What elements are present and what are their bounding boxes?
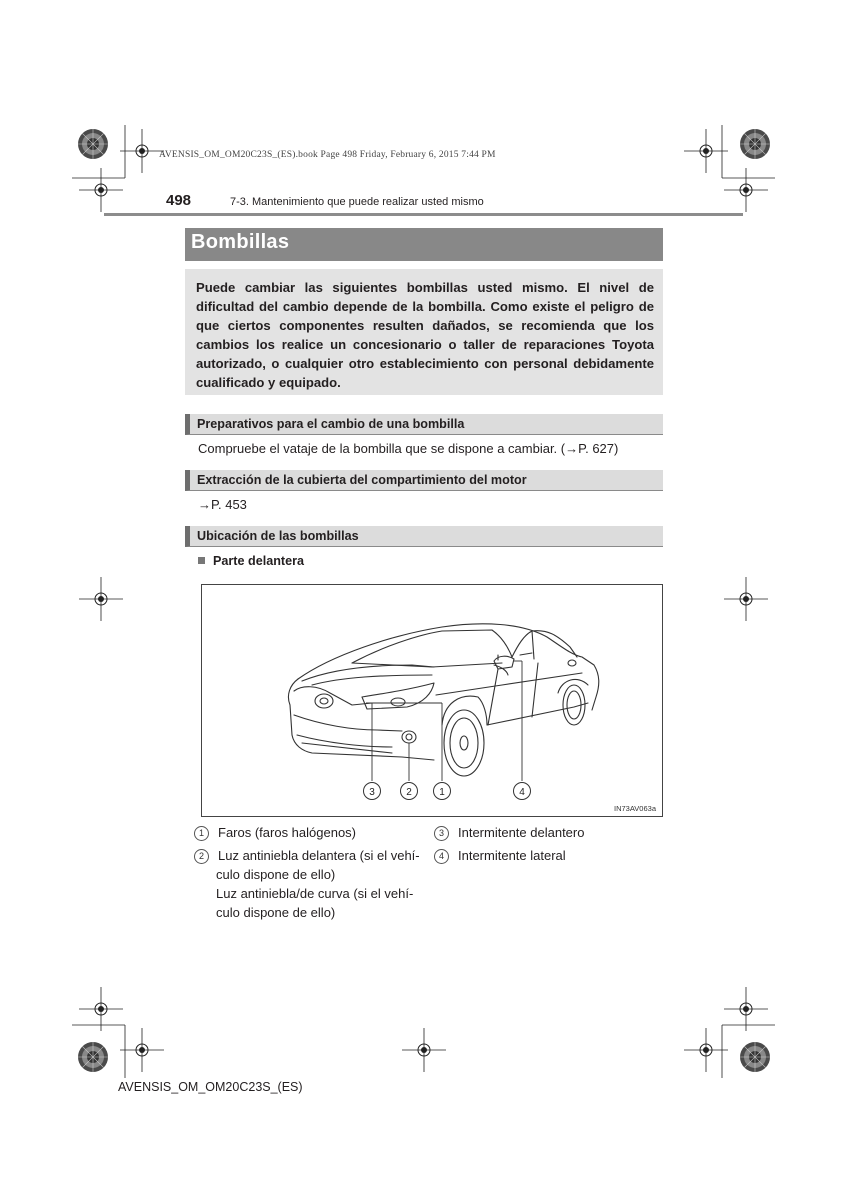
legend-number: 3 xyxy=(434,826,449,841)
callout-3: 3 xyxy=(369,787,375,798)
legend-number: 2 xyxy=(194,849,209,864)
callout-1: 1 xyxy=(439,787,445,798)
legend-item-2-line-4: culo dispone de ello) xyxy=(216,905,336,920)
legend-number: 4 xyxy=(434,849,449,864)
section-heading-preparation: Preparativos para el cambio de una bombilla xyxy=(185,414,663,435)
intro-box xyxy=(185,269,663,395)
footer-book-code: AVENSIS_OM_OM20C23S_(ES) xyxy=(118,1080,303,1094)
section-heading-bulb-location: Ubicación de las bombillas xyxy=(185,526,663,547)
section-heading-engine-cover: Extracción de la cubierta del compartimiento del motor xyxy=(185,470,663,491)
section-path: 7-3. Mantenimiento que puede realizar usted mismo xyxy=(230,196,484,208)
legend-item-4: 4 Intermitente lateral xyxy=(434,846,566,865)
car-illustration xyxy=(202,585,662,816)
legend-item-2: 2 Luz antiniebla delantera (si el vehí- xyxy=(194,846,420,865)
callout-4: 4 xyxy=(519,787,525,798)
title-bar xyxy=(185,228,663,261)
callout-2: 2 xyxy=(406,787,412,798)
legend-number: 1 xyxy=(194,826,209,841)
section-link-engine-cover[interactable]: →P. 453 xyxy=(198,497,247,512)
header-rule xyxy=(104,213,743,216)
figure-code: IN73AV063a xyxy=(614,804,656,813)
car-figure xyxy=(201,584,663,817)
legend-item-2-line-3: Luz antiniebla/de curva (si el vehí- xyxy=(216,886,414,901)
page-title: Bombillas xyxy=(191,231,290,253)
intro-text: Puede cambiar las siguientes bombillas usted mismo. El nivel de dificultad del cambio depende de la bombilla. Como existe el peligro de que ciertos componentes resulten dañados, se recomienda que los cambios los realice un concesionario o taller de reparaciones Toyota autorizado, o cualquier otro establecimiento con personal debidamente cualificado y equipado. xyxy=(196,280,654,391)
front-subheading: Parte delantera xyxy=(198,554,304,568)
legend-item-1: 1 Faros (faros halógenos) xyxy=(194,823,356,842)
legend-item-2-line-2: culo dispone de ello) xyxy=(216,867,336,882)
page-number: 498 xyxy=(166,192,192,209)
legend-item-3: 3 Intermitente delantero xyxy=(434,823,584,842)
print-info: AVENSIS_OM_OM20C23S_(ES).book Page 498 Friday, February 6, 2015 7:44 PM xyxy=(159,150,496,160)
section-text-preparation: Compruebe el vataje de la bombilla que se dispone a cambiar. (→P. 627) xyxy=(198,441,619,456)
square-bullet-icon xyxy=(198,557,205,564)
